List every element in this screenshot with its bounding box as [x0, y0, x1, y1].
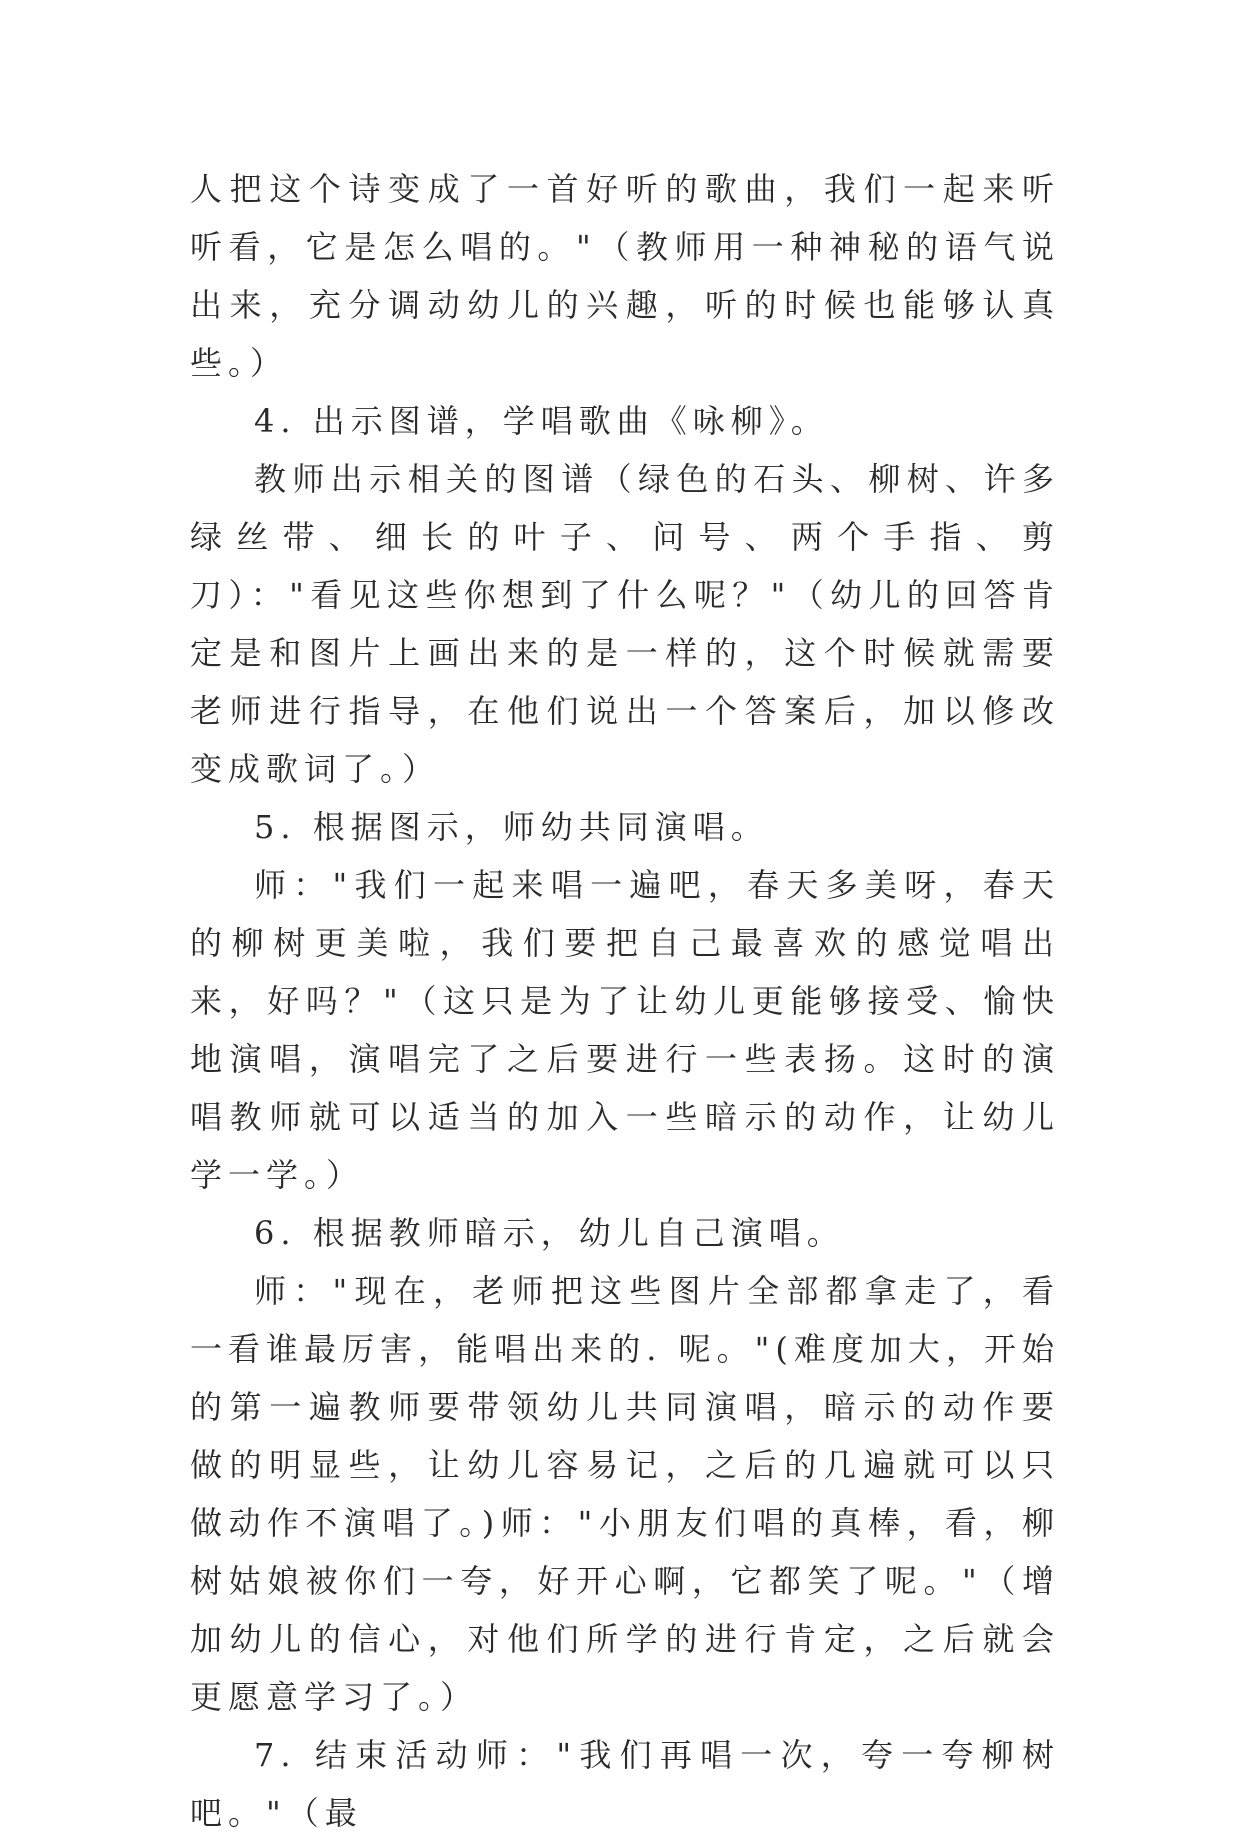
document-body [190, 160, 1060, 1842]
paragraph-step-6-heading: 6. 根据教师暗示，幼儿自己演唱。 [254, 1214, 845, 1252]
paragraph-step-4-body: 教师出示相关的图谱（绿色的石头、柳树、许多绿丝带、细长的叶子、问号、两个手指、剪刀）："看见这些你想到了什么呢？"（幼儿的回答肯定是和图片上画出来的是一样的，这个时候就需要老师进行指导，在他们说出一个答案后，加以修改变成歌词了。） [190, 460, 1060, 788]
paragraph-step-5-body: 师："我们一起来唱一遍吧，春天多美呀，春天的柳树更美啦，我们要把自己最喜欢的感觉唱出来，好吗？"（这只是为了让幼儿更能够接受、愉快地演唱，演唱完了之后要进行一些表扬。这时的演唱教师就可以适当的加入一些暗示的动作，让幼儿学一学。） [190, 866, 1060, 1194]
paragraph-step-4-heading: 4. 出示图谱，学唱歌曲《咏柳》。 [254, 402, 829, 440]
paragraph-step-7-heading: 7. 结束活动师："我们再唱一次，夸一夸柳树吧。"（最 [190, 1736, 1060, 1832]
paragraph-step-5-heading: 5. 根据图示，师幼共同演唱。 [254, 808, 769, 846]
paragraph-step-6-body: 师："现在，老师把这些图片全部都拿走了，看一看谁最厉害，能唱出来的. 呢。"(难度加大，开始的第一遍教师要带领幼儿共同演唱，暗示的动作要做的明显些，让幼儿容易记，之后的几遍就可以只做动作不演唱了。)师："小朋友们唱的真棒，看，柳树姑娘被你们一夸，好开心啊，它都笑了呢。"（增加幼儿的信心，对他们所学的进行肯定，之后就会更愿意学习了。） [190, 1272, 1060, 1716]
paragraph-continuation: 人把这个诗变成了一首好听的歌曲，我们一起来听听看，它是怎么唱的。"（教师用一种神秘的语气说出来，充分调动幼儿的兴趣，听的时候也能够认真些。） [190, 170, 1060, 382]
